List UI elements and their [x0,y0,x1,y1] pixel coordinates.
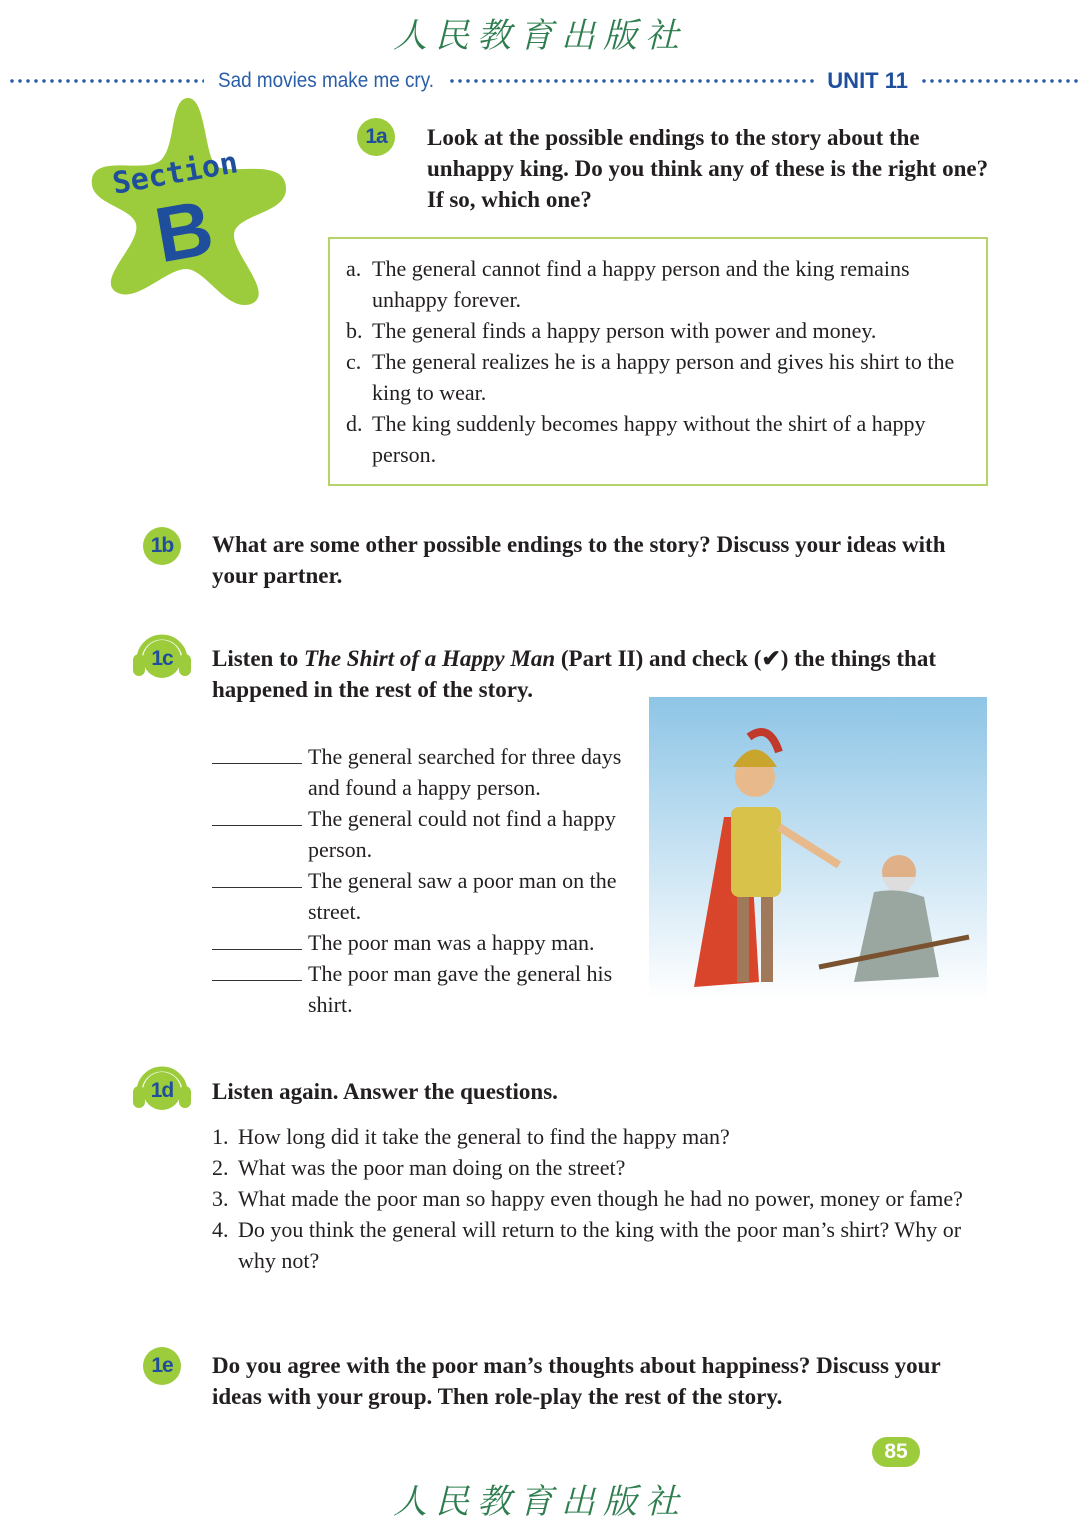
publisher-watermark-bottom: 人民教育出版社 [393,1482,687,1522]
item-text: The general saw a poor man on the street. [308,868,617,924]
question-text: What made the poor man so happy even though he had no power, money or fame? [238,1186,963,1211]
check-blank[interactable] [212,865,302,888]
exercise-badge-1e: 1e [143,1347,181,1385]
check-blank[interactable] [212,958,302,981]
question-number: 4. [212,1217,229,1242]
question-item [212,1121,982,1152]
instruction-1b: What are some other possible endings to the story? Discuss your ideas with your partner. [212,532,946,588]
dotted-rule [448,79,815,83]
checklist-item [212,741,632,803]
checklist-item [212,927,632,958]
unit-title: Sad movies make me cry. [218,69,435,92]
option-text: The king suddenly becomes happy without the shirt of a happy person. [372,411,926,467]
option-label: a. [346,256,362,281]
option-text: The general cannot find a happy person and the king remains unhappy forever. [372,256,910,312]
option-label: b. [346,318,363,343]
exercise-badge-1d: 1d [143,1072,181,1110]
question-text: How long did it take the general to find the happy man? [238,1124,730,1149]
unit-label: UNIT 11 [827,68,908,93]
section-letter: B [148,182,220,280]
dotted-rule [8,79,204,83]
general-and-poor-man-image [649,697,987,1000]
option-label: d. [346,411,363,436]
exercise-badge-1a: 1a [357,118,395,156]
section-word: Section [109,145,241,202]
story-title: The Shirt of a Happy Man [304,646,556,671]
ending-option [346,315,970,346]
checklist-item [212,803,632,865]
running-header [8,66,1080,96]
item-text: The general searched for three days and found a happy person. [308,744,622,800]
check-blank[interactable] [212,803,302,826]
section-b-star [86,94,291,309]
item-text: The general could not find a happy person. [308,806,616,862]
instruction-1d: Listen again. Answer the questions. [212,1079,558,1104]
question-text: Do you think the general will return to the king with the poor man’s shirt? Why or why not? [238,1217,962,1273]
instruction-text: Listen to [212,646,304,671]
question-number: 2. [212,1155,229,1180]
question-list [212,1121,982,1276]
instruction-1a: Look at the possible endings to the story about the unhappy king. Do you think any of these is the right one? If so, which one? [427,125,989,212]
ending-option [346,346,970,408]
question-number: 1. [212,1124,229,1149]
publisher-watermark-top: 人民教育出版社 [393,16,687,56]
option-text: The general finds a happy person with power and money. [372,318,877,343]
dotted-rule [920,79,1080,83]
checklist [212,741,632,1020]
option-label: c. [346,349,362,374]
question-item [212,1214,982,1276]
endings-box [328,237,988,486]
checklist-item [212,865,632,927]
check-blank[interactable] [212,927,302,950]
page-number: 85 [872,1437,920,1467]
question-text: What was the poor man doing on the street? [238,1155,626,1180]
check-blank[interactable] [212,741,302,764]
exercise-badge-1c: 1c [143,640,181,678]
instruction-text: (Part II) and check (✔) the things that happened in the rest of the story. [212,646,936,702]
instruction-1c [212,643,992,705]
question-number: 3. [212,1186,229,1211]
question-item [212,1183,982,1214]
checklist-item [212,958,632,1020]
ending-option [346,253,970,315]
ending-option [346,408,970,470]
question-item [212,1152,982,1183]
exercise-badge-1b: 1b [143,527,181,565]
story-illustration [649,697,987,1000]
instruction-1e: Do you agree with the poor man’s thoughts about happiness? Discuss your ideas with your group. Then role-play the rest of the story. [212,1353,941,1409]
option-text: The general realizes he is a happy person and gives his shirt to the king to wear. [372,349,955,405]
item-text: The poor man gave the general his shirt. [308,961,613,1017]
item-text: The poor man was a happy man. [308,930,595,955]
